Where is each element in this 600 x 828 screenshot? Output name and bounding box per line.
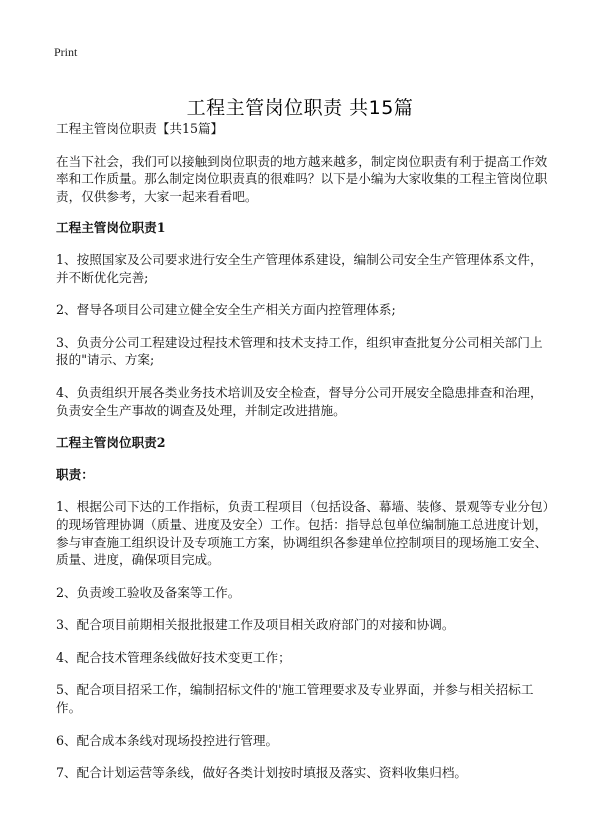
list-item: 1、根据公司下达的工作指标，负责工程项目（包括设备、幕墙、装修、景观等专业分包）的现场管理协调（质量、进度及安全）工作。包括：指导总包单位编制施工总进度计划，参与审查施工组织设计及专项施工方案，协调组织各参建单位控制项目的现场施工安全、质量、进度，确保项目完成。 (56, 499, 549, 568)
list-item: 3、配合项目前期相关报批报建工作及项目相关政府部门的对接和协调。 (56, 617, 455, 633)
print-label: Print (54, 45, 78, 59)
list-item: 7、配合计划运营等条线，做好各类计划按时填报及落实、资料收集归档。 (56, 765, 468, 781)
document-title: 工程主管岗位职责 共15篇 (186, 96, 414, 119)
document-subtitle: 工程主管岗位职责【共15篇】 (56, 121, 224, 136)
list-item: 6、配合成本条线对现场投控进行管理。 (56, 732, 279, 748)
list-item: 2、督导各项目公司建立健全安全生产相关方面内控管理体系; (56, 302, 396, 318)
list-item: 3、负责分公司工程建设过程技术管理和技术支持工作，组织审查批复分公司相关部门上报的"请示、方案; (56, 334, 543, 368)
duties-label: 职责： (56, 466, 94, 482)
document-body (56, 120, 550, 797)
list-item: 1、按照国家及公司要求进行安全生产管理体系建设，编制公司安全生产管理体系文件，并不断优化完善; (56, 251, 543, 285)
list-item: 4、负责组织开展各类业务技术培训及安全检查，督导分公司开展安全隐患排查和治理，负责安全生产事故的调查及处理，并制定改进措施。 (56, 384, 543, 418)
intro-paragraph: 在当下社会，我们可以接触到岗位职责的地方越来越多，制定岗位职责有利于提高工作效率和工作质量。那么制定岗位职责真的很难吗？以下是小编为大家收集的工程主管岗位职责，仅供参考，大家一起来看看吧。 (56, 153, 548, 204)
list-item: 2、负责竣工验收及备案等工作。 (56, 584, 241, 600)
list-item: 5、配合项目招采工作，编制招标文件的'施工管理要求及专业界面，并参与相关招标工作。 (56, 682, 534, 716)
section-heading-2: 工程主管岗位职责2 (56, 435, 166, 451)
list-item: 4、配合技术管理条线做好技术变更工作； (56, 649, 291, 665)
section-heading-1: 工程主管岗位职责1 (56, 220, 166, 236)
